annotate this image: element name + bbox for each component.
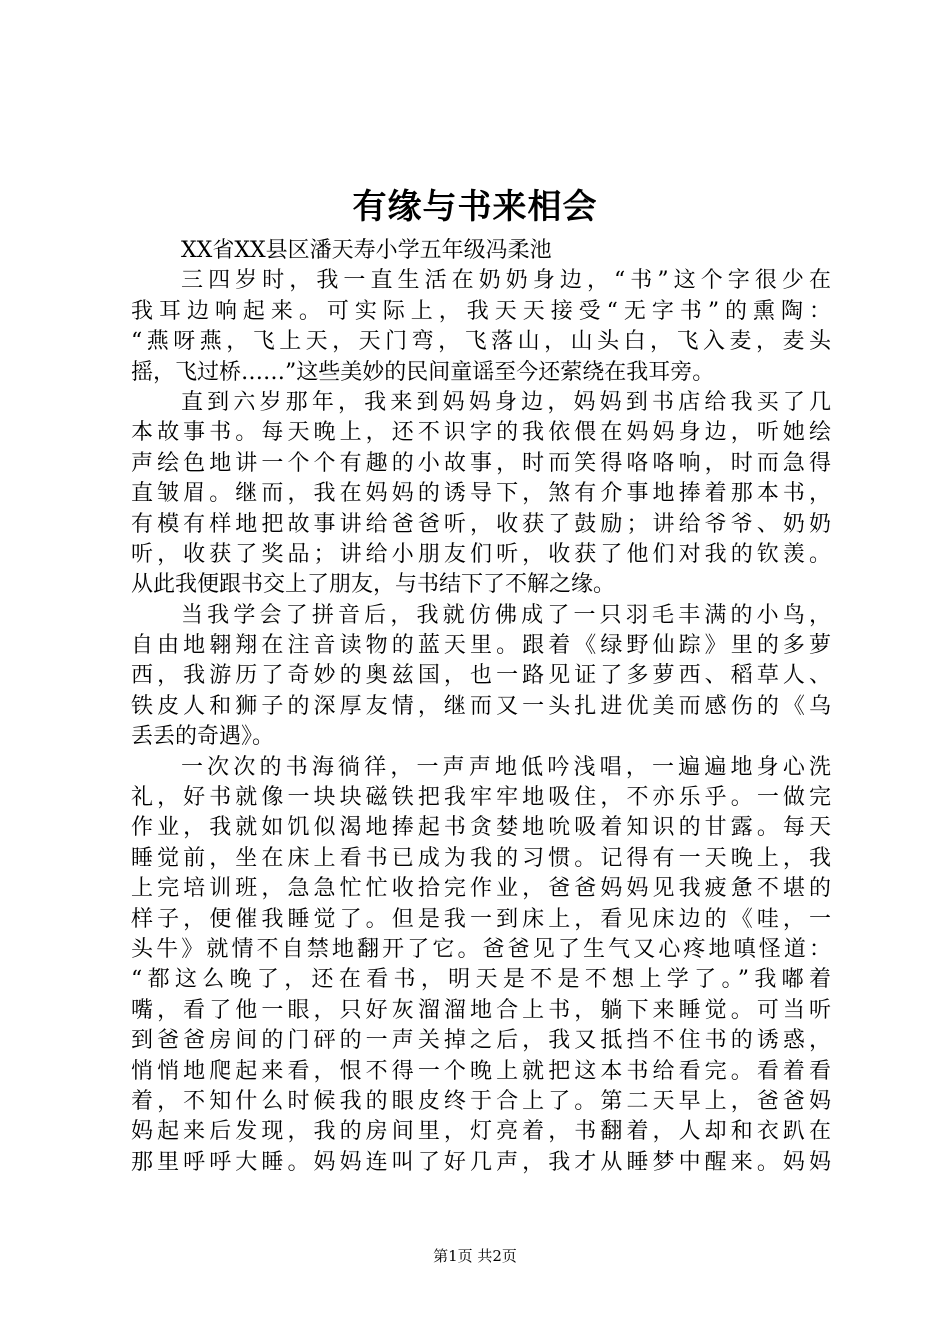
text-line: 头牛》就情不自禁地翻开了它。爸爸见了生气又心疼地嗔怪道： <box>131 936 831 962</box>
document-body <box>131 236 831 1178</box>
text-line: 本故事书。每天晚上，还不识字的我依偎在妈妈身边，听她绘 <box>131 420 831 446</box>
text-line: 妈起来后发现，我的房间里，灯亮着，书翻着，人却和衣趴在 <box>131 1119 831 1145</box>
text-line: 睡觉前，坐在床上看书已成为我的习惯。记得有一天晚上，我 <box>131 845 831 871</box>
text-line: 自由地翱翔在注音读物的蓝天里。跟着《绿野仙踪》里的多萝 <box>131 633 831 659</box>
text-line: 嘴，看了他一眼，只好灰溜溜地合上书，躺下来睡觉。可当听 <box>131 997 831 1023</box>
page-number: 第1页 共2页 <box>433 1247 517 1265</box>
text-line: 三四岁时，我一直生活在奶奶身边，“书”这个字很少在 <box>181 268 831 294</box>
text-line: 从此我便跟书交上了朋友，与书结下了不解之缘。 <box>131 572 616 598</box>
text-line: 一次次的书海徜徉，一声声地低吟浅唱，一遍遍地身心洗 <box>181 754 831 780</box>
document-title: 有缘与书来相会 <box>352 187 598 227</box>
text-line: 西，我游历了奇妙的奥兹国，也一路见证了多萝西、稻草人、 <box>131 663 831 689</box>
text-line: 丢丢的奇遇》。 <box>131 724 275 750</box>
text-line: 听，收获了奖品；讲给小朋友们听，收获了他们对我的钦羡。 <box>131 541 831 567</box>
text-line: “燕呀燕，飞上天，天门弯，飞落山，山头白，飞入麦，麦头 <box>131 329 831 355</box>
text-line: 礼，好书就像一块块磁铁把我牢牢地吸住，不亦乐乎。一做完 <box>131 785 831 811</box>
text-line: 着，不知什么时候我的眼皮终于合上了。第二天早上，爸爸妈 <box>131 1088 831 1114</box>
text-line: 直到六岁那年，我来到妈妈身边，妈妈到书店给我买了几 <box>181 389 831 415</box>
text-line: 作业，我就如饥似渴地捧起书贪婪地吮吸着知识的甘露。每天 <box>131 815 831 841</box>
page-footer <box>0 1245 950 1267</box>
text-line: 声绘色地讲一个个有趣的小故事，时而笑得咯咯响，时而急得 <box>131 450 831 476</box>
text-line: 直皱眉。继而，我在妈妈的诱导下，煞有介事地捧着那本书， <box>131 481 831 507</box>
author-line: XX省XX县区潘天寿小学五年级冯柔池 <box>181 238 552 263</box>
text-line: 到爸爸房间的门砰的一声关掉之后，我又抵挡不住书的诱惑， <box>131 1028 831 1054</box>
text-line: 有模有样地把故事讲给爸爸听，收获了鼓励；讲给爷爷、奶奶 <box>131 511 831 537</box>
text-line: 上完培训班，急急忙忙收拾完作业，爸爸妈妈见我疲惫不堪的 <box>131 876 831 902</box>
text-line: 我耳边响起来。可实际上，我天天接受“无字书”的熏陶： <box>131 298 831 324</box>
text-line: 样子，便催我睡觉了。但是我一到床上，看见床边的《哇，一 <box>131 906 831 932</box>
text-line: 当我学会了拼音后，我就仿佛成了一只羽毛丰满的小鸟， <box>181 602 831 628</box>
text-line: 悄悄地爬起来看，恨不得一个晚上就把这本书给看完。看着看 <box>131 1058 831 1084</box>
text-line: 那里呼呼大睡。妈妈连叫了好几声，我才从睡梦中醒来。妈妈 <box>131 1149 831 1175</box>
text-line: “都这么晚了，还在看书，明天是不是不想上学了。”我嘟着 <box>131 967 831 993</box>
text-line: 摇，飞过桥……”这些美妙的民间童谣至今还萦绕在我耳旁。 <box>131 359 715 385</box>
text-line: 铁皮人和狮子的深厚友情，继而又一头扎进优美而感伤的《乌 <box>131 693 831 719</box>
